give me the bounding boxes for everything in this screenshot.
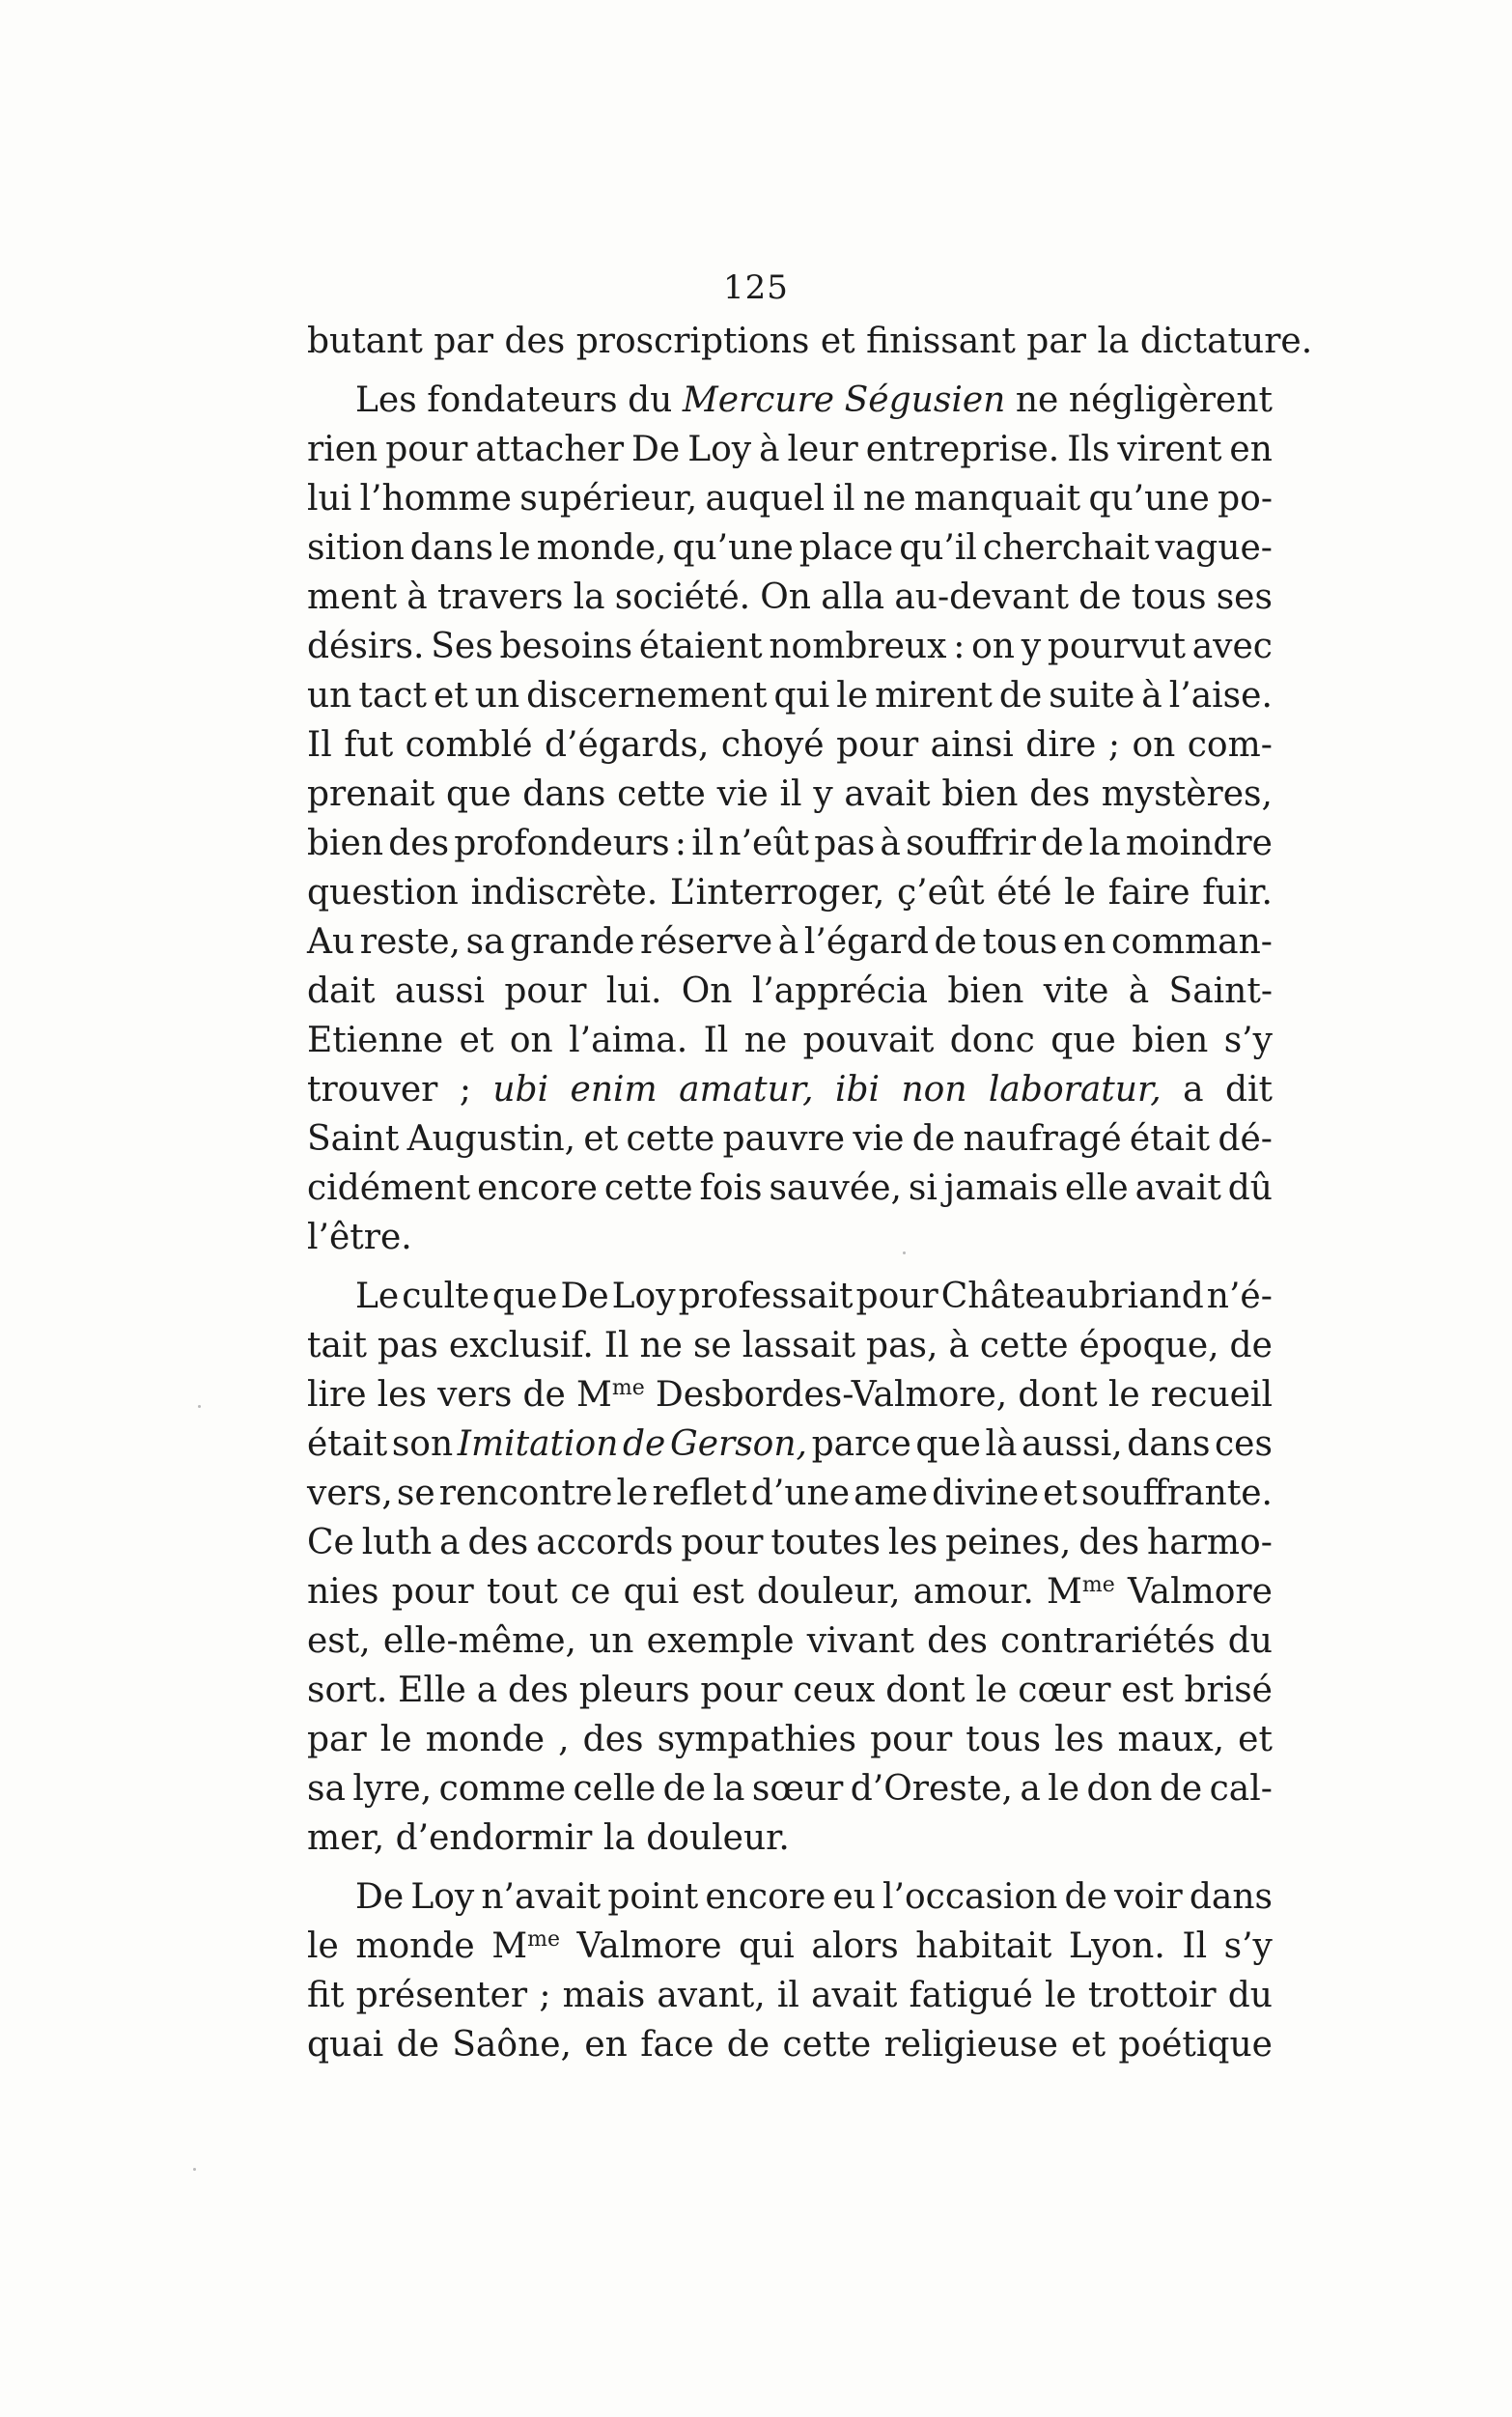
page-number: 125 [723,268,789,307]
text-line: cidément encore cette fois sauvée, si jamais elle avait dû [307,1168,1273,1208]
text-line: était son Imitation de Gerson, parce que là aussi, dans ces [307,1424,1273,1464]
text-line: prenait que dans cette vie il y avait bien des mystères, [307,774,1273,814]
text-line: l’être. [307,1218,412,1257]
scan-speck [198,1405,201,1408]
text-line: sa lyre, comme celle de la sœur d’Oreste, a le don de cal- [307,1769,1273,1809]
text-line: vers, se rencontre le reflet d’une ame divine et souffrante. [307,1474,1273,1513]
text-line: sort. Elle a des pleurs pour ceux dont le cœur est brisé [307,1671,1273,1710]
text-line: butant par des proscriptions et finissant par la dictature. [307,322,1313,361]
text-line: désirs. Ses besoins étaient nombreux : on y pourvut avec [307,627,1273,666]
text-line: est, elle-même, un exemple vivant des contrariétés du [307,1621,1273,1661]
text-line: Le culte que De Loy professait pour Châteaubriand n’é- [355,1277,1273,1316]
text-line: ment à travers la société. On alla au-devant de tous ses [307,577,1273,617]
text-line: lire les vers de $M^{me}$ Desbordes-Valmore, dont le recueil [307,1375,1273,1415]
text-line: Il fut comblé d’égards, choyé pour ainsi dire ; on com- [307,725,1273,765]
text-line: rien pour attacher De Loy à leur entreprise. Ils virent en [307,430,1273,469]
body-text [307,317,1313,2069]
text-line: par le monde , des sympathies pour tous les maux, et [307,1720,1273,1759]
text-line: Ce luth a des accords pour toutes les peines, des harmo- [307,1523,1273,1562]
text-line: sition dans le monde, qu’une place qu’il cherchait vague- [307,528,1273,568]
text-line: tait pas exclusif. Il ne se lassait pas, à cette époque, de [307,1326,1273,1365]
text-line: Les fondateurs du Mercure Ségusien ne négligèrent [355,380,1273,420]
text-line: lui l’homme supérieur, auquel il ne manquait qu’une po- [307,479,1273,519]
text-line: Etienne et on l’aima. Il ne pouvait donc que bien s’y [307,1021,1273,1060]
text-line: Au reste, sa grande réserve à l’égard de tous en comman- [307,922,1273,962]
text-line: le monde $M^{me}$ Valmore qui alors habitait Lyon. Il s’y [307,1926,1273,1966]
text-line: Saint Augustin, et cette pauvre vie de naufragé était dé- [307,1119,1273,1159]
text-line: trouver ; ubi enim amatur, ibi non laboratur, a dit [307,1070,1273,1110]
text-line: bien des profondeurs : il n’eût pas à souffrir de la moindre [307,824,1273,863]
scan-speck [193,2168,196,2171]
text-line: mer, d’endormir la douleur. [307,1818,790,1858]
text-line: quai de Saône, en face de cette religieuse et poétique [307,2025,1273,2065]
text-line: nies pour tout ce qui est douleur, amour. $M^{me}$ Valmore [307,1572,1273,1612]
text-line: fit présenter ; mais avant, il avait fatigué le trottoir du [307,1976,1273,2015]
text-line: De Loy n’avait point encore eu l’occasion de voir dans [355,1877,1273,1917]
text-line: un tact et un discernement qui le mirent de suite à l’aise. [307,676,1273,716]
text-line: question indiscrète. L’interroger, ç’eût été le faire fuir. [307,873,1273,913]
text-line: dait aussi pour lui. On l’apprécia bien vite à Saint- [307,971,1273,1011]
scan-speck [903,1251,906,1254]
